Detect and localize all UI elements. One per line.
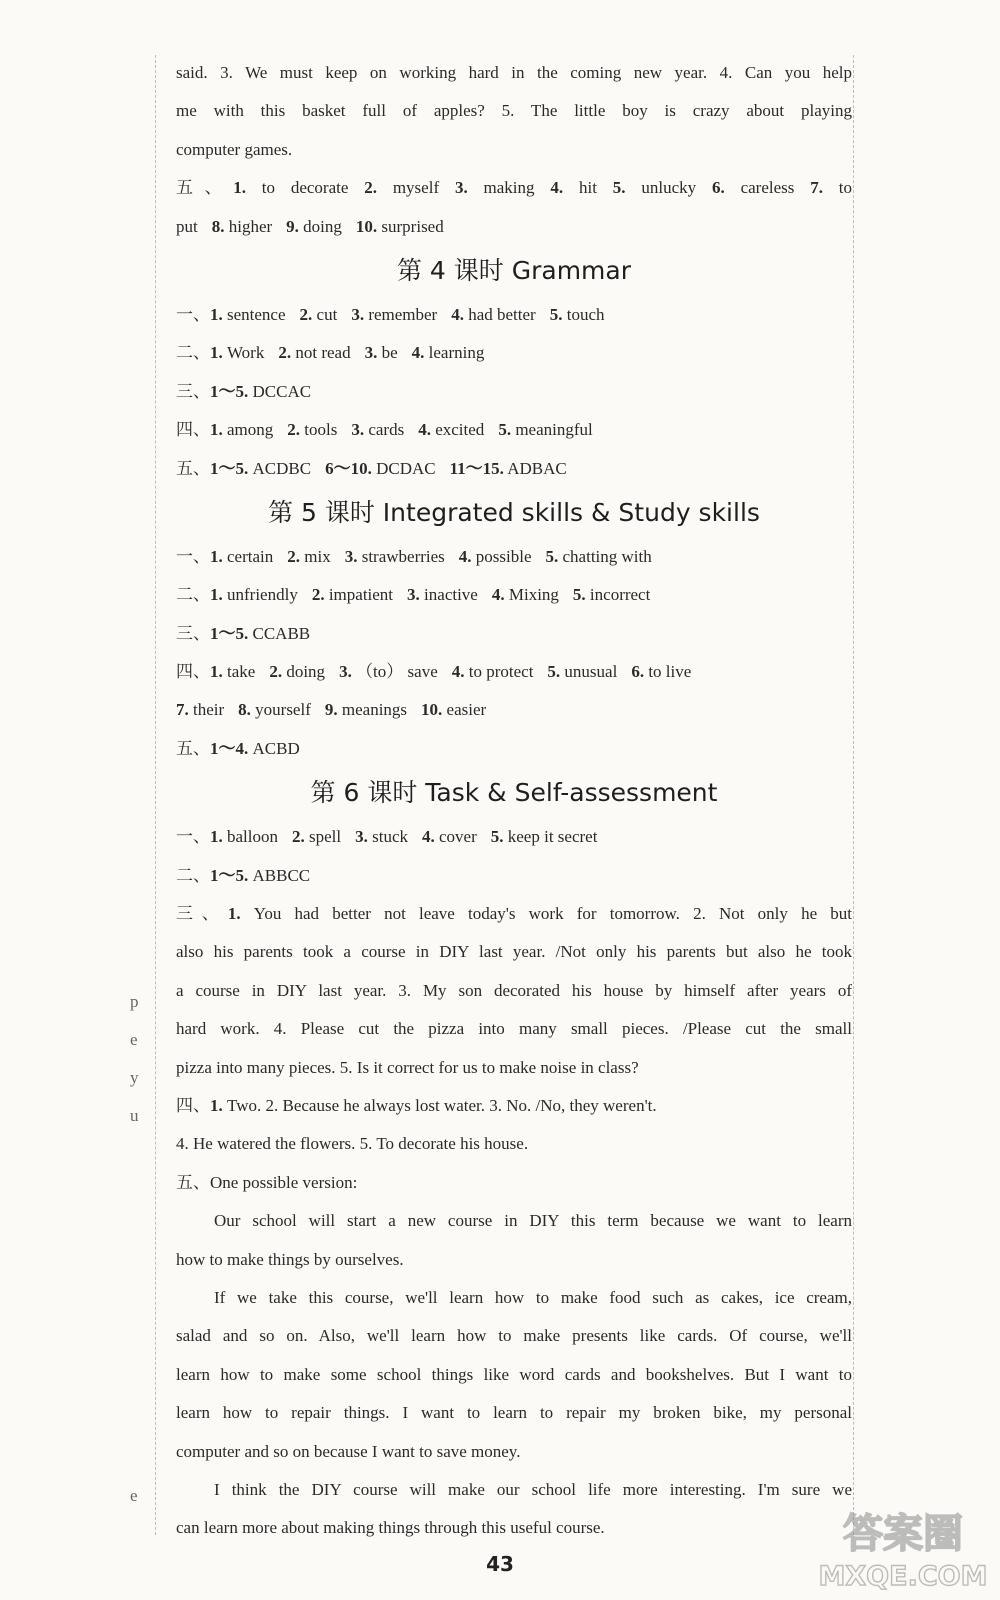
answer-item: 3. cards (351, 420, 405, 440)
answer-text: 1. Two. 2. Because he always lost water. 3. No. /No, they weren't. (210, 1095, 657, 1115)
answer-item: 1～5. CCABB (210, 623, 311, 643)
answer-item: 9. doing (286, 216, 342, 236)
answer-item: 2. cut (299, 304, 338, 324)
answer-item: 1～5. DCCAC (210, 381, 312, 401)
answer-item: 6. to live (631, 662, 692, 682)
essay-line: learn how to make some school things like word cards and bookshelves. But I want to (176, 1364, 852, 1384)
essay-line: If we take this course, we'll learn how to make food such as cakes, ice cream, (214, 1287, 852, 1307)
answer-row (176, 208, 852, 246)
answer-row (176, 334, 852, 372)
answer-row (176, 691, 852, 729)
text-line: me with this basket full of apples? 5. The little boy is crazy about playing (176, 101, 852, 121)
answer-item: 2. spell (292, 827, 342, 847)
answer-item: 1. unfriendly (210, 585, 298, 605)
answer-item: 1～5. ABBCC (210, 865, 311, 885)
section-label: 一、 (176, 546, 210, 566)
section-label: 三、 (176, 381, 210, 401)
answer-item: 3. stuck (355, 827, 408, 847)
watermark-chinese: 答案圈 (843, 1511, 963, 1557)
answer-item: 3. remember (351, 304, 438, 324)
answer-item: 4. had better (451, 304, 536, 324)
answer-row (176, 1087, 852, 1125)
essay-line: learn how to repair things. I want to learn to repair my broken bike, my personal (176, 1403, 852, 1423)
answer-row (176, 1164, 852, 1202)
answer-item: 1. among (210, 420, 274, 440)
answer-item: 3. （to） save (339, 662, 438, 682)
section-label: 五、 (176, 458, 210, 478)
lesson-6-heading: 第 6 课时 Task & Self-assessment (310, 778, 718, 808)
answer-item: put (176, 216, 198, 236)
answer-item: 7. to (810, 178, 852, 198)
answer-item: 5. touch (549, 304, 605, 324)
answer-item: 11～15. ADBAC (449, 458, 567, 478)
answer-item: 2. mix (287, 546, 331, 566)
answer-item: 4. possible (458, 546, 532, 566)
margin-letter: e (130, 1486, 138, 1505)
answer-item: 6～10. DCDAC (325, 458, 436, 478)
answer-item: 4. hit (550, 178, 597, 198)
answer-row (176, 538, 852, 576)
section-label: 一、 (176, 304, 210, 324)
answer-item: 5. unusual (547, 662, 618, 682)
margin-letter: e (130, 1030, 138, 1049)
page-number: 43 (486, 1552, 514, 1576)
answer-item: 1. certain (210, 546, 274, 566)
text-line: computer games. (176, 139, 293, 159)
answer-row (176, 615, 852, 653)
answer-row (176, 169, 852, 207)
answer-item: 3. strawberries (344, 546, 445, 566)
answer-item: 1. Work (210, 343, 265, 363)
answer-item: 3. be (364, 343, 398, 363)
margin-letter: u (130, 1106, 139, 1125)
answer-item: 3. making (454, 178, 535, 198)
answer-item: 5. chatting with (545, 546, 652, 566)
answer-item: 2. impatient (311, 585, 394, 605)
answer-row (176, 411, 852, 449)
answer-row (176, 857, 852, 895)
essay-line: I think the DIY course will make our school life more interesting. I'm sure we (214, 1479, 852, 1499)
answer-item: 1. to decorate (233, 178, 349, 198)
answer-item: 4. excited (418, 420, 485, 440)
answer-row (176, 730, 852, 768)
section-label: 四、 (176, 1095, 210, 1115)
answer-item: 2. tools (287, 420, 338, 440)
answer-row (176, 450, 852, 488)
answer-item: 1. sentence (210, 304, 286, 324)
answer-item: 1. take (210, 662, 256, 682)
section-label: 二、 (176, 343, 210, 363)
answer-item: 5. meaningful (498, 420, 593, 440)
answer-row (176, 576, 852, 614)
answer-page (176, 54, 852, 1548)
lesson-5-heading: 第 5 课时 Integrated skills & Study skills (268, 497, 760, 527)
text-line: hard work. 4. Please cut the pizza into many small pieces. /Please cut the small (176, 1019, 852, 1039)
section-label: 五、 (176, 178, 234, 198)
answer-item: 10. surprised (355, 216, 444, 236)
answer-text: One possible version: (210, 1172, 358, 1192)
margin-letter: y (130, 1068, 139, 1087)
section-label: 四、 (176, 662, 210, 682)
section-label: 二、 (176, 585, 210, 605)
answer-item: 4. to protect (451, 662, 534, 682)
essay-line: computer and so on because I want to save money. (176, 1441, 521, 1461)
margin-letter: p (130, 992, 139, 1011)
right-margin-rule (853, 55, 854, 1535)
text-line: a course in DIY last year. 3. My son decorated his house by himself after years of (176, 980, 852, 1000)
answer-item: 4. learning (411, 343, 485, 363)
answer-item: 5. keep it secret (490, 827, 598, 847)
essay-line: salad and so on. Also, we'll learn how to make presents like cards. Of course, we'll (176, 1326, 852, 1346)
section-label: 四、 (176, 420, 210, 440)
answer-text: 1. You had better not leave today's work for tomorrow. 2. Not only he but (227, 904, 852, 924)
answer-item: 3. inactive (407, 585, 478, 605)
answer-row (176, 818, 852, 856)
text-line: said. 3. We must keep on working hard in the coming new year. 4. Can you help (176, 63, 852, 82)
section-label: 二、 (176, 865, 210, 885)
essay-line: how to make things by ourselves. (176, 1249, 404, 1269)
answer-item: 2. doing (269, 662, 326, 682)
answer-item: 2. not read (278, 343, 351, 363)
text-line: 4. He watered the flowers. 5. To decorate his house. (176, 1134, 529, 1154)
answer-item: 5. unlucky (612, 178, 697, 198)
answer-row (176, 653, 852, 691)
section-label: 五、 (176, 1172, 210, 1192)
lesson-4-heading: 第 4 课时 Grammar (396, 255, 632, 285)
section-label: 三、 (176, 623, 210, 643)
essay-line: can learn more about making things through this useful course. (176, 1518, 605, 1538)
answer-item: 8. yourself (238, 700, 311, 720)
watermark-domain: MXQE.COM (818, 1561, 988, 1592)
answer-item: 1～4. ACBD (210, 738, 300, 758)
text-line: also his parents took a course in DIY last year. /Not only his parents but also he took (176, 942, 852, 962)
answer-item: 1. balloon (210, 827, 278, 847)
answer-item: 6. careless (711, 178, 795, 198)
section-label: 三、 (176, 904, 228, 924)
answer-item: 1～5. ACDBC (210, 458, 312, 478)
answer-item: 7. their (176, 700, 225, 720)
text-line: pizza into many pieces. 5. Is it correct for us to make noise in class? (176, 1057, 639, 1077)
answer-item: 5. incorrect (572, 585, 651, 605)
answer-row (176, 296, 852, 334)
answer-row (176, 373, 852, 411)
section-label: 一、 (176, 827, 210, 847)
answer-row (176, 895, 852, 933)
answer-item: 9. meanings (324, 700, 408, 720)
answer-item: 10. easier (421, 700, 487, 720)
answer-item: 2. myself (364, 178, 440, 198)
binding-margin-rule (155, 55, 156, 1535)
section-label: 五、 (176, 738, 210, 758)
answer-item: 4. cover (422, 827, 477, 847)
answer-item: 8. higher (211, 216, 273, 236)
essay-line: Our school will start a new course in DIY this term because we want to learn (214, 1211, 852, 1231)
answer-item: 4. Mixing (491, 585, 559, 605)
watermark-logo (818, 1495, 988, 1595)
